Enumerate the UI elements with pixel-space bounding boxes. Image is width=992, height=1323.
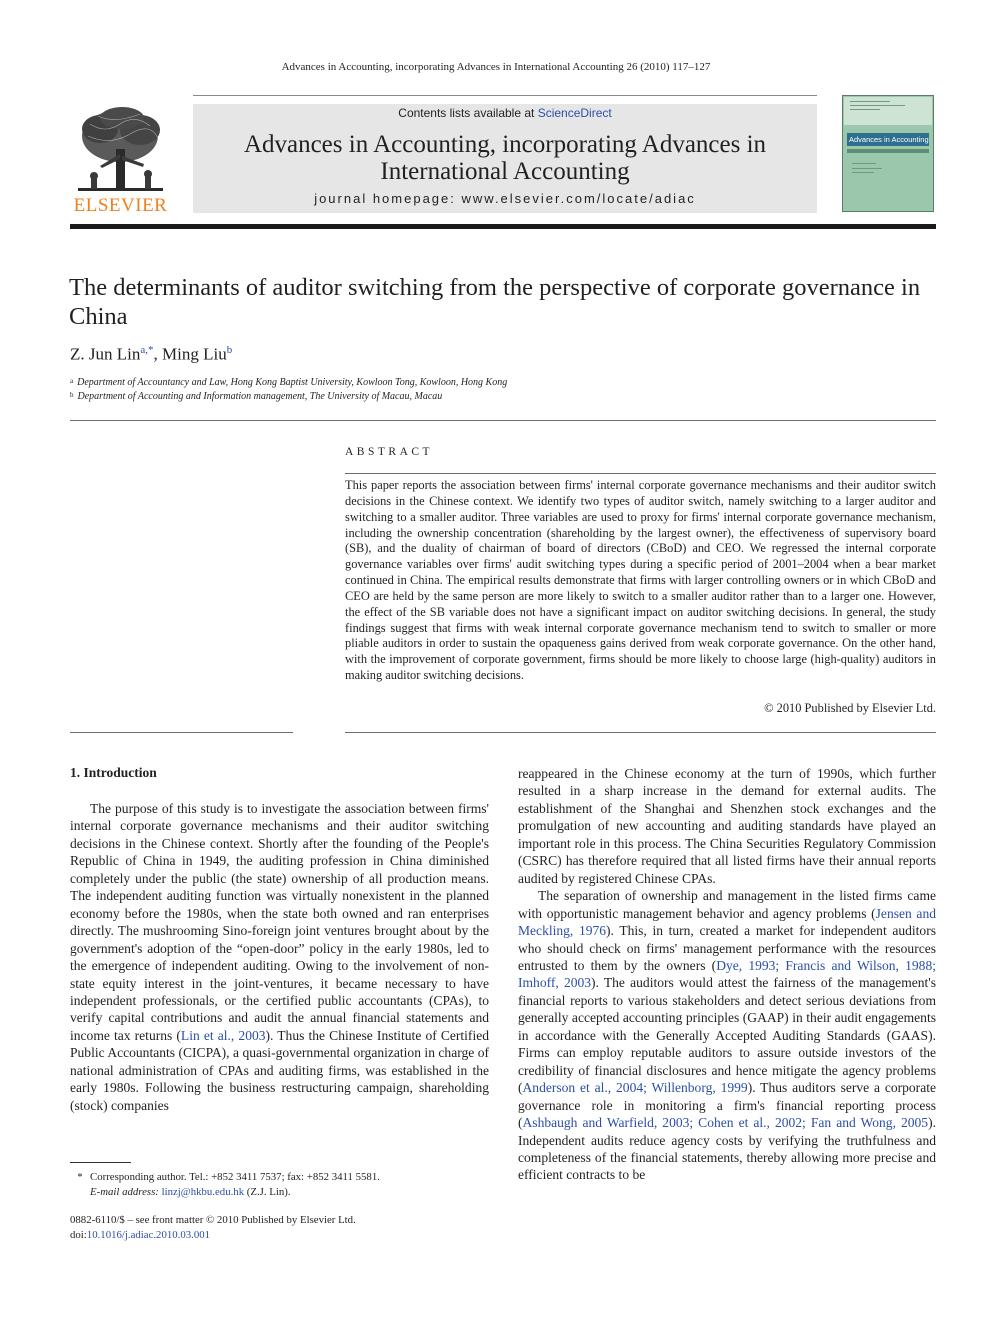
- left-column-rule: [70, 732, 293, 733]
- elsevier-wordmark[interactable]: ELSEVIER: [73, 195, 168, 216]
- citation-link[interactable]: Dye, 1993; Francis and Wilson, 1988; Imhoff, 2003: [518, 957, 936, 991]
- cover-subtitle-band: [847, 149, 929, 153]
- journal-homepage-line: journal homepage: www.elsevier.com/locate/adiac: [314, 191, 696, 206]
- journal-title[interactable]: Advances in Accounting, incorporating Advances in International Accounting: [243, 131, 767, 185]
- cover-detail-line: [852, 163, 876, 164]
- affiliation-a: $^a$ Department of Accountancy and Law, Hong Kong Baptist University, Kowloon Tong, Kowloon, Hong Kong: [70, 377, 508, 388]
- body-column-left: [70, 800, 489, 1114]
- section-heading-introduction: 1. Introduction: [70, 765, 157, 780]
- journal-homepage-link[interactable]: www.elsevier.com/locate/adiac: [461, 191, 696, 206]
- paragraph: The separation of ownership and management in the listed firms came with opportunistic management behavior and agency problems (Jensen and Meckling, 1976). This, in turn, created a market for independent auditors who should check on firms' management performance with the resources entrusted to them by the owners (Dye, 1993; Francis and Wilson, 1988; Imhoff, 2003). The auditors would attest the fairness of the management's financial reports to various stakeholders and detect serious deviations from generally accepted accounting principles (GAAP) in their audit engagements in accordance with the Generally Accepted Auditing Standards (GAAS). Firms can employ reputable auditors to assure outside investors of the credibility of financial disclosures and hence mitigate the agency problems (Anderson et al., 2004; Willenborg, 1999). Thus auditors serve a corporate governance role in monitoring a firm's financial reporting process (Ashbaugh and Warfield, 2003; Cohen et al., 2002; Fan and Wong, 2005). Independent audits reduce agency costs by verifying the truthfulness and completeness of the financial statements, thereby allowing more precise and efficient contracts to be: [518, 888, 936, 1183]
- author-list: Z. Jun Lin$^{a,*}$, Ming Liu$^b$: [70, 344, 233, 364]
- author-name: Ming Liu: [162, 344, 227, 364]
- author-name: Z. Jun Lin: [70, 344, 141, 364]
- article-title: The determinants of auditor switching from the perspective of corporate governance in China: [69, 274, 921, 330]
- section-divider: [70, 420, 936, 421]
- corresponding-author-note: * Corresponding author. Tel.: +852 3411 7537; fax: +852 3411 5581.: [77, 1171, 380, 1183]
- cover-detail-line: [852, 172, 874, 173]
- citation-link[interactable]: Lin et al., 2003: [180, 1027, 266, 1043]
- abstract-bottom-rule: [345, 732, 936, 733]
- contents-available-line: Contents lists available at ScienceDirect: [398, 106, 612, 120]
- abstract-rule: [345, 473, 936, 474]
- email-link[interactable]: linzj@hkbu.edu.hk: [161, 1186, 245, 1198]
- header-top-rule: [193, 95, 817, 96]
- cover-detail-line: [852, 168, 882, 169]
- paragraph: reappeared in the Chinese economy at the turn of 1990s, which further resulted in a sharp increase in the demand for external audits. The establishment of the Shanghai and Shenzhen stock exchanges and the promulgation of new accounting and auditing standards have played an important role in this process. The China Securities Regulatory Commission (CSRC) has therefore required that all listed firms have their annual reports audited by registered Chinese CPAs.: [518, 766, 936, 886]
- doi-link[interactable]: 10.1016/j.adiac.2010.03.001: [86, 1229, 211, 1241]
- running-head: Advances in Accounting, incorporating Advances in International Accounting 26 (2010) 117–127: [281, 61, 711, 73]
- cover-detail-line: [850, 105, 905, 106]
- header-bottom-rule: [70, 224, 936, 229]
- citation-link[interactable]: Anderson et al., 2004; Willenborg, 1999: [522, 1080, 748, 1096]
- doi-line: doi:10.1016/j.adiac.2010.03.001: [70, 1229, 211, 1241]
- citation-link[interactable]: Ashbaugh and Warfield, 2003; Cohen et al., 2002; Fan and Wong, 2005: [522, 1115, 929, 1131]
- author-affiliation-mark[interactable]: b: [226, 344, 233, 356]
- cover-title-band: Advances in Accounting: [849, 135, 929, 144]
- paragraph: The purpose of this study is to investigate the association between firms' internal corporate governance mechanisms and their auditor switching decisions in the Chinese context. Shortly after the founding of the People's Republic of China in 1949, the auditing profession in China diminished completely under the public (the state) ownership of all production means. The independent auditing function was virtually nonexistent in the planned economy before the 1980s, when the state both owned and ran enterprises directly. The mushrooming Sino-foreign joint ventures brought about by the government's adoption of the “open-door” policy in the early 1980s, led to the emergence of independent auditing. Owing to the involvement of non-state equity interest in the joint-ventures, it became necessary to have independent professionals, or the certified public accountants (CPAs), to verify capital contributions and audit the annual financial statements and income tax returns (Lin et al., 2003). Thus the Chinese Institute of Certified Public Accountants (CICPA), a quasi-governmental organization in charge of national administration of CPAs and auditing firms, was established in the early 1980s. Following the business restructuring campaign, shareholding (stock) companies: [70, 801, 489, 1113]
- cover-detail-line: [850, 109, 880, 110]
- cover-detail-line: [850, 101, 890, 102]
- footnote-rule: [70, 1162, 131, 1163]
- sciencedirect-link[interactable]: ScienceDirect: [537, 106, 612, 120]
- abstract-text: This paper reports the association between firms' internal corporate governance mechanisms and their auditor switch decisions in the Chinese context. We identify two types of auditor switch, namely switching to a larger auditor and switching to a smaller auditor. Three variables are used to proxy for firms' internal corporate governance mechanism, including the ownership concentration (shareholding by the largest owner), the effectiveness of supervisory board (SB), and the duality of chairman of board of directors (CBoD) and CEO. We regressed the internal corporate governance variables over firms' audit switching types during a specific period of 2001–2004 when a bear market continued in China. The empirical results demonstrate that firms with larger controlling owners or in which CBoD and CEO are held by the same person are more likely to switch to a smaller auditor rather than to a larger one. However, the effect of the SB variable does not have a significant impact on auditor switching decisions. In general, the study findings suggest that firms with weak internal corporate governance mechanism tend to switch to smaller or more pliable auditors in order to sustain the opaqueness gains derived from weak corporate governance. On the other hand, with the improvement of corporate government, firms should be more likely to choose large (high-quality) auditors in making auditor switching decisions.: [345, 478, 936, 683]
- author-affiliation-mark[interactable]: a,*: [140, 344, 154, 356]
- abstract-heading: ABSTRACT: [345, 446, 434, 458]
- email-note: E-mail address: linzj@hkbu.edu.hk (Z.J. Lin).: [90, 1186, 291, 1198]
- body-column-right: [518, 765, 936, 1184]
- affiliation-b: $^b$ Department of Accounting and Information management, The University of Macau, Macau: [70, 391, 443, 402]
- issn-line: 0882-6110/$ – see front matter © 2010 Published by Elsevier Ltd.: [70, 1214, 356, 1226]
- citation-link[interactable]: Jensen and Meckling, 1976: [518, 905, 936, 939]
- abstract-copyright: © 2010 Published by Elsevier Ltd.: [764, 701, 936, 715]
